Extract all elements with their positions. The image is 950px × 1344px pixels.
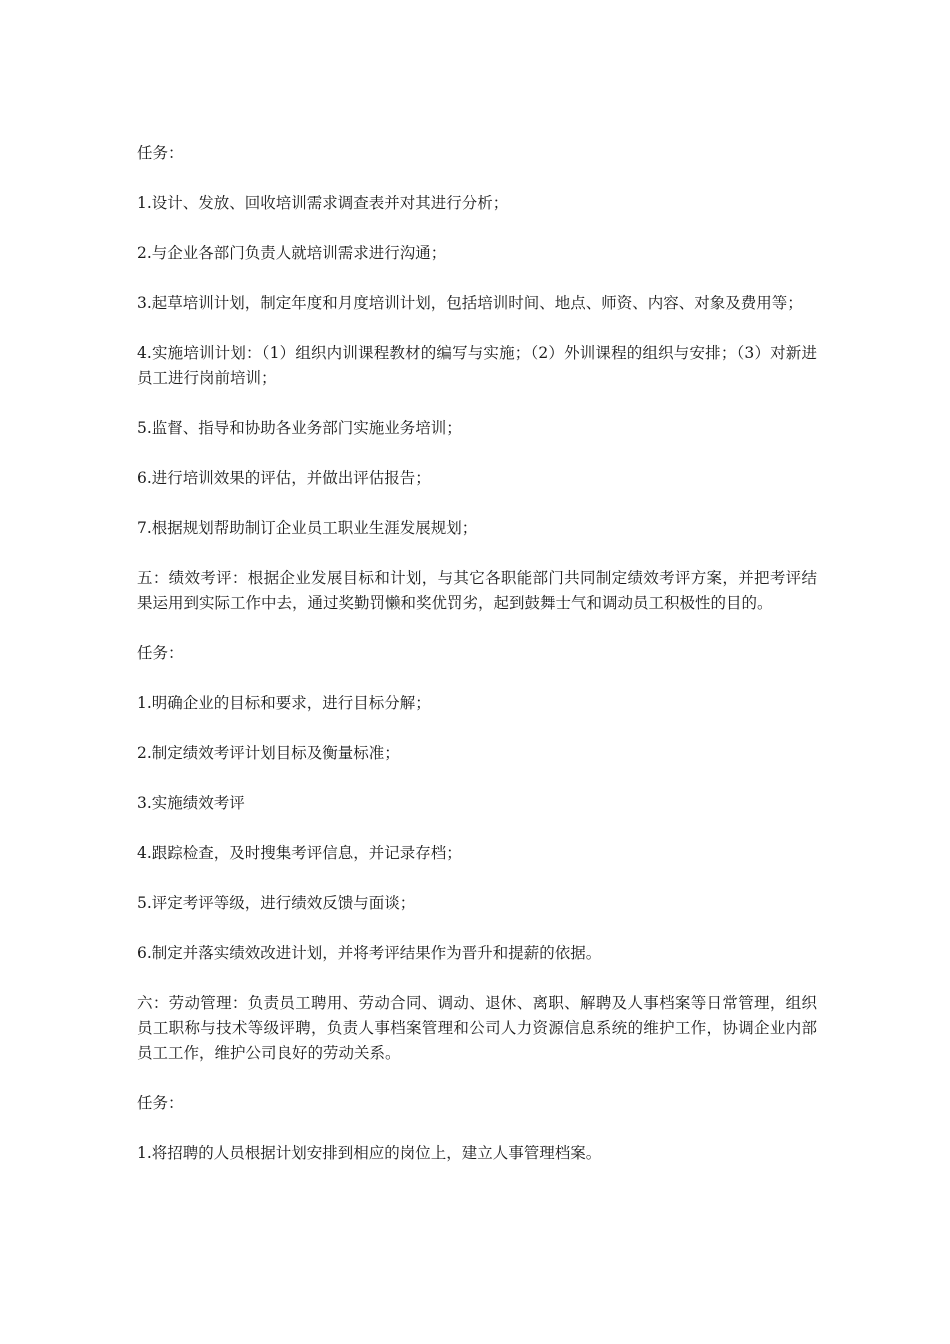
training-task-2: 2.与企业各部门负责人就培训需求进行沟通； [137,244,447,262]
section-labor-management: 六：劳动管理：负责员工聘用、劳动合同、调动、退休、离职、解聘及人事档案等日常管理，组织员工职称与技术等级评聘，负责人事档案管理和公司人力资源信息系统的维护工作，协调企业内部员工工作，维护公司良好的劳动关系。 [137,994,817,1062]
performance-task-3: 3.实施绩效考评 [137,794,245,812]
training-task-6: 6.进行培训效果的评估，并做出评估报告； [137,469,431,487]
task-heading-performance: 任务： [137,644,184,662]
task-heading-training: 任务： [137,144,184,162]
performance-task-6: 6.制定并落实绩效改进计划，并将考评结果作为晋升和提薪的依据。 [137,944,602,962]
training-task-7: 7.根据规划帮助制订企业员工职业生涯发展规划； [137,519,478,537]
training-task-4: 4.实施培训计划：（1）组织内训课程教材的编写与实施；（2）外训课程的组织与安排；（3）对新进员工进行岗前培训； [137,344,817,387]
performance-task-1: 1.明确企业的目标和要求，进行目标分解； [137,694,431,712]
training-task-3: 3.起草培训计划，制定年度和月度培训计划，包括培训时间、地点、师资、内容、对象及费用等； [137,294,803,312]
training-task-5: 5.监督、指导和协助各业务部门实施业务培训； [137,419,462,437]
performance-task-5: 5.评定考评等级，进行绩效反馈与面谈； [137,894,416,912]
performance-task-2: 2.制定绩效考评计划目标及衡量标准； [137,744,400,762]
section-performance-appraisal: 五：绩效考评：根据企业发展目标和计划，与其它各职能部门共同制定绩效考评方案，并把考评结果运用到实际工作中去，通过奖勤罚懒和奖优罚劣，起到鼓舞士气和调动员工积极性的目的。 [137,569,817,612]
document-body [137,141,817,1191]
training-task-1: 1.设计、发放、回收培训需求调查表并对其进行分析； [137,194,509,212]
labor-task-1: 1.将招聘的人员根据计划安排到相应的岗位上，建立人事管理档案。 [137,1144,602,1162]
performance-task-4: 4.跟踪检查，及时搜集考评信息，并记录存档； [137,844,462,862]
task-heading-labor: 任务： [137,1094,184,1112]
